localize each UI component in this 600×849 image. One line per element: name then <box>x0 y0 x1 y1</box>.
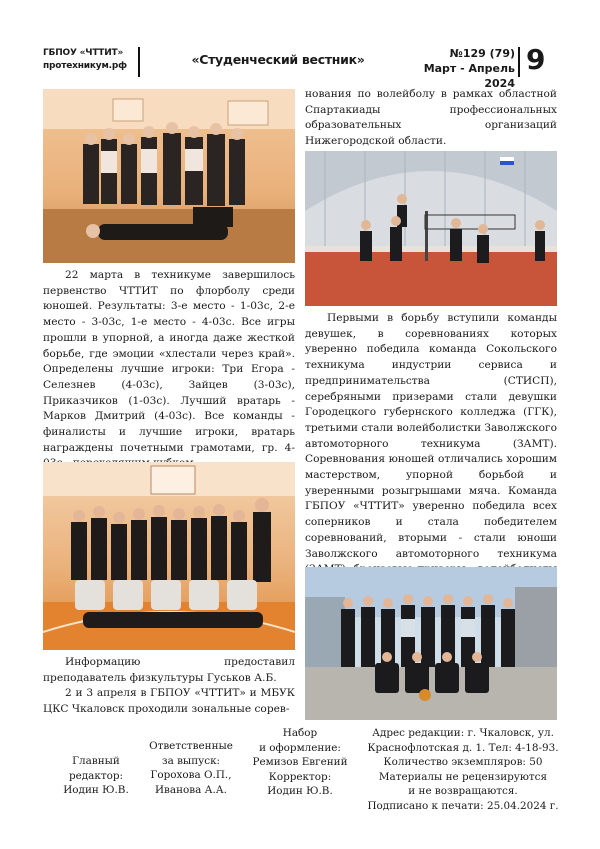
editor-name: Иодин Ю.В. <box>63 784 129 796</box>
photo-floorball-boys <box>43 462 295 650</box>
footer-editor <box>52 754 140 798</box>
address-line: Краснофлотская д. 1. Тел: 4-18-93. <box>367 741 559 754</box>
article-floorball <box>43 268 295 472</box>
responsible-label: Ответственные <box>149 740 233 752</box>
article-paragraph: 2 и 3 апреля в ГБПОУ «ЧТТИТ» и МБУК ЦКС Чкаловск проходили зональные сорев- <box>43 687 295 716</box>
editor-label: Главный <box>72 755 120 767</box>
article-paragraph: нования по волейболу в рамках областной Спартакиады профессиональных образовательных организаций Нижегородской области. <box>305 88 557 148</box>
header-divider <box>138 47 140 77</box>
article-volleyball-results <box>305 311 557 609</box>
photo-floorball-team <box>43 89 295 263</box>
issue-number: №129 (79) <box>449 47 515 60</box>
editor-label: редактор: <box>68 769 124 782</box>
org-site: протехникум.рф <box>43 61 127 71</box>
article-paragraph: Первыми в борьбу вступили команды девушек, в соревнованиях которых уверенно победила команда Сокольского техникума индустрии сервиса и предпринимательства (СТИСП), серебряными призерами стали девушки Городецкого губернского колледжа (ГГК), третьими стали волейболистки Заволжского автомоторного техникума (ЗАМТ). Соревнования юношей отличались хорошим мастерством, упорной борьбой и уверенными розыгрышами мяча. Команда ГБПОУ «ЧТТИТ» уверенно победила всех соперников и стала победителем соревнований, вторыми - стали юноши Заволжского автомоторного техникума <box>305 312 557 560</box>
article-volleyball-continued <box>305 87 557 150</box>
issue-info <box>404 46 515 91</box>
footer-layout-proof <box>246 726 354 799</box>
article-paragraph: Информацию предоставил преподаватель физкультуры Гуськов А.Б. <box>43 656 295 684</box>
masthead-org <box>43 47 138 73</box>
layout-label: Набор <box>282 727 318 739</box>
responsible-name: Горохова О.П., <box>150 769 232 781</box>
footer-publication-info <box>366 726 560 813</box>
print-date: Подписано к печати: 25.04.2024 г. <box>367 799 559 812</box>
editorial-note: и не возвращаются. <box>408 785 518 797</box>
editorial-note: Материалы не рецензируются <box>378 770 548 783</box>
issue-period: Март - Апрель 2024 <box>423 62 515 90</box>
copies-count: Количество экземпляров: 50 <box>383 756 543 768</box>
page-number: 9 <box>526 43 546 76</box>
newspaper-title: «Студенческий вестник» <box>191 52 365 67</box>
article-credits-and-volleyball <box>43 655 295 718</box>
address-line: Адрес редакции: г. Чкаловск, ул. <box>372 727 554 739</box>
layout-name: Ремизов Евгений <box>252 756 348 768</box>
org-name: ГБПОУ «ЧТТИТ» <box>43 48 124 58</box>
responsible-name: Иванова А.А. <box>155 783 227 796</box>
photo-volleyball-match <box>305 151 557 306</box>
photo-volleyball-winners <box>305 567 557 720</box>
proofreader-label: Корректор: <box>268 770 332 783</box>
footer-responsible <box>143 739 239 797</box>
header-divider <box>518 47 520 77</box>
proofreader-name: Иодин Ю.В. <box>267 785 333 797</box>
layout-label: и оформление: <box>259 741 341 754</box>
article-paragraph: 22 марта в техникуме завершилось первенство ЧТТИТ по флорболу среди юношей. Результаты: 3-е место - 1-03с, 2-е место - 3-03с, 1-е место - 4-03с. Все игры прошли в упорной, а иногда даже жесткой борьбе, где эмоции «хлестали через край». Определены лучшие игроки: Три Егора - Селезнев (4-03с), Зайцев (3-03с), Приказчиков (1-03с). Лучший вратарь - Марков Дмитрий (4-03с). Все команды - финалисты и лучшие игроки, вратарь награждены почетными грамотами, гр. 4- <box>43 269 295 454</box>
responsible-label: за выпуск: <box>161 754 221 767</box>
